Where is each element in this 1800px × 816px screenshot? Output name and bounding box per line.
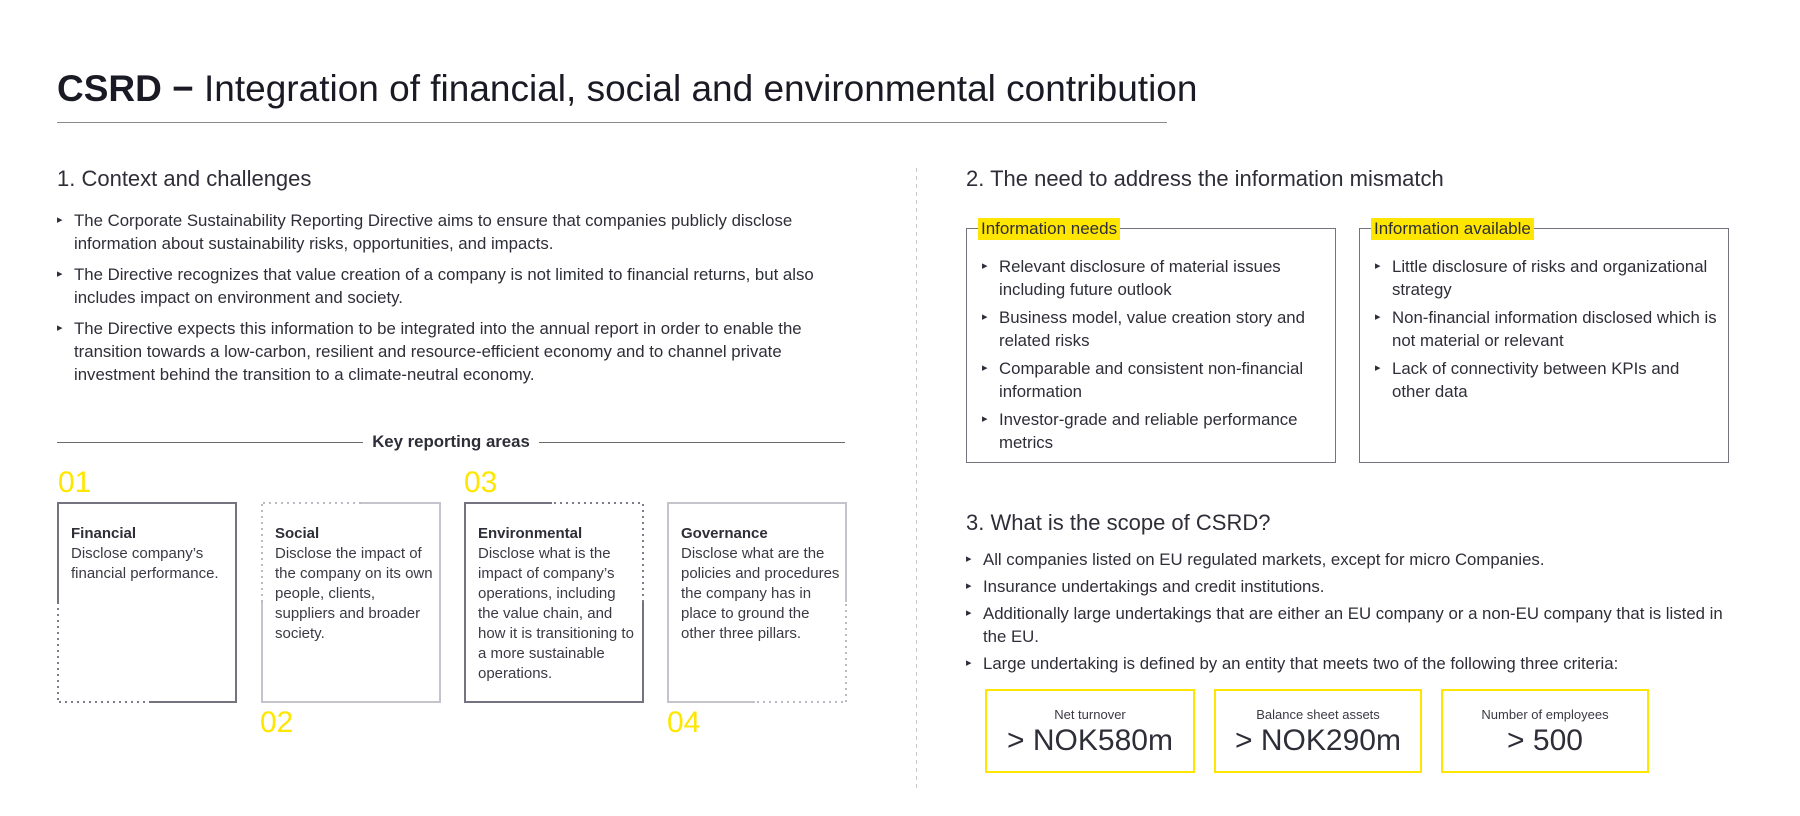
list-item: ▸ Comparable and consistent non-financial information [982, 357, 1325, 403]
list-item: ▸ Lack of connectivity between KPIs and other data [1375, 357, 1718, 403]
list-item: ▸ Business model, value creation story and related risks [982, 306, 1325, 352]
list-item: ▸ The Corporate Sustainability Reporting Directive aims to ensure that companies publicly disclose information about sustainability risks, opportunities, and impacts. [57, 209, 827, 255]
area-card-environmental [464, 502, 644, 703]
area-title: Financial [71, 525, 137, 542]
criteria-value: > 500 [1507, 724, 1583, 757]
information-needs-box [966, 219, 1336, 463]
list-item: ▸ Investor-grade and reliable performance metrics [982, 408, 1325, 454]
list-item: ▸ The Directive expects this information to be integrated into the annual report in order to enable the transition towards a low-carbon, resilient and resource-efficient economy and to channel private investment behind the transition to a climate-neutral economy. [57, 317, 827, 386]
divider [539, 442, 845, 443]
information-available-box [1359, 219, 1729, 463]
area-description: Disclose what are the policies and procedures the company has in place to ground the other three pillars. [681, 545, 840, 642]
criteria-label: Balance sheet assets [1256, 707, 1380, 722]
column-divider [916, 168, 918, 788]
section-1-heading: 1. Context and challenges [57, 166, 312, 191]
list-item: ▸ Relevant disclosure of material issues including future outlook [982, 255, 1325, 301]
criteria-label: Number of employees [1481, 707, 1609, 722]
list-item: ▸ Insurance undertakings and credit institutions. [966, 575, 1726, 598]
area-number-03: 03 [464, 466, 498, 499]
criteria-number-of-employees [1441, 689, 1649, 773]
criteria-net-turnover [985, 689, 1195, 773]
list-item: ▸ Non-financial information disclosed which is not material or relevant [1375, 306, 1718, 352]
area-description: Disclose company’s financial performance. [71, 545, 219, 582]
area-card-governance [667, 502, 847, 703]
page-title [57, 68, 1197, 110]
area-number-02: 02 [260, 706, 294, 739]
area-number-01: 01 [58, 466, 92, 499]
information-needs-label: Information needs [978, 218, 1120, 240]
area-title: Governance [681, 525, 768, 542]
area-number-04: 04 [667, 706, 701, 739]
area-description: Disclose what is the impact of company’s operations, including the value chain, and how it is transitioning to a more sustainable operations. [478, 545, 634, 682]
section-2-heading: 2. The need to address the information mismatch [966, 166, 1444, 191]
page-title-bold: CSRD − [57, 68, 194, 109]
area-description: Disclose the impact of the company on its own people, clients, suppliers and broader society. [275, 545, 433, 642]
page-title-rest: Integration of financial, social and environmental contribution [193, 68, 1198, 109]
scope-bullet-list [966, 548, 1726, 679]
criteria-label: Net turnover [1054, 707, 1126, 722]
context-bullet-list [57, 209, 827, 394]
area-title: Social [275, 525, 320, 542]
section-3-heading: 3. What is the scope of CSRD? [966, 510, 1271, 535]
list-item: ▸ Little disclosure of risks and organizational strategy [1375, 255, 1718, 301]
list-item: ▸ The Directive recognizes that value creation of a company is not limited to financial returns, but also includes impact on environment and society. [57, 263, 827, 309]
list-item: ▸ Large undertaking is defined by an entity that meets two of the following three criteria: [966, 652, 1726, 675]
criteria-value: > NOK290m [1235, 724, 1401, 757]
information-available-label: Information available [1371, 218, 1534, 240]
area-title: Environmental [478, 525, 583, 542]
information-available-list [1375, 255, 1718, 408]
key-reporting-areas-label: Key reporting areas [372, 432, 530, 451]
title-divider [57, 122, 1167, 123]
key-reporting-areas-header [57, 432, 845, 452]
area-card-financial [57, 502, 237, 703]
criteria-balance-sheet-assets [1214, 689, 1422, 773]
list-item: ▸ Additionally large undertakings that are either an EU company or a non-EU company that is listed in the EU. [966, 602, 1726, 648]
divider [57, 442, 363, 443]
area-card-social [261, 502, 441, 703]
list-item: ▸ All companies listed on EU regulated markets, except for micro Companies. [966, 548, 1726, 571]
criteria-value: > NOK580m [1007, 724, 1173, 757]
information-needs-list [982, 255, 1325, 459]
